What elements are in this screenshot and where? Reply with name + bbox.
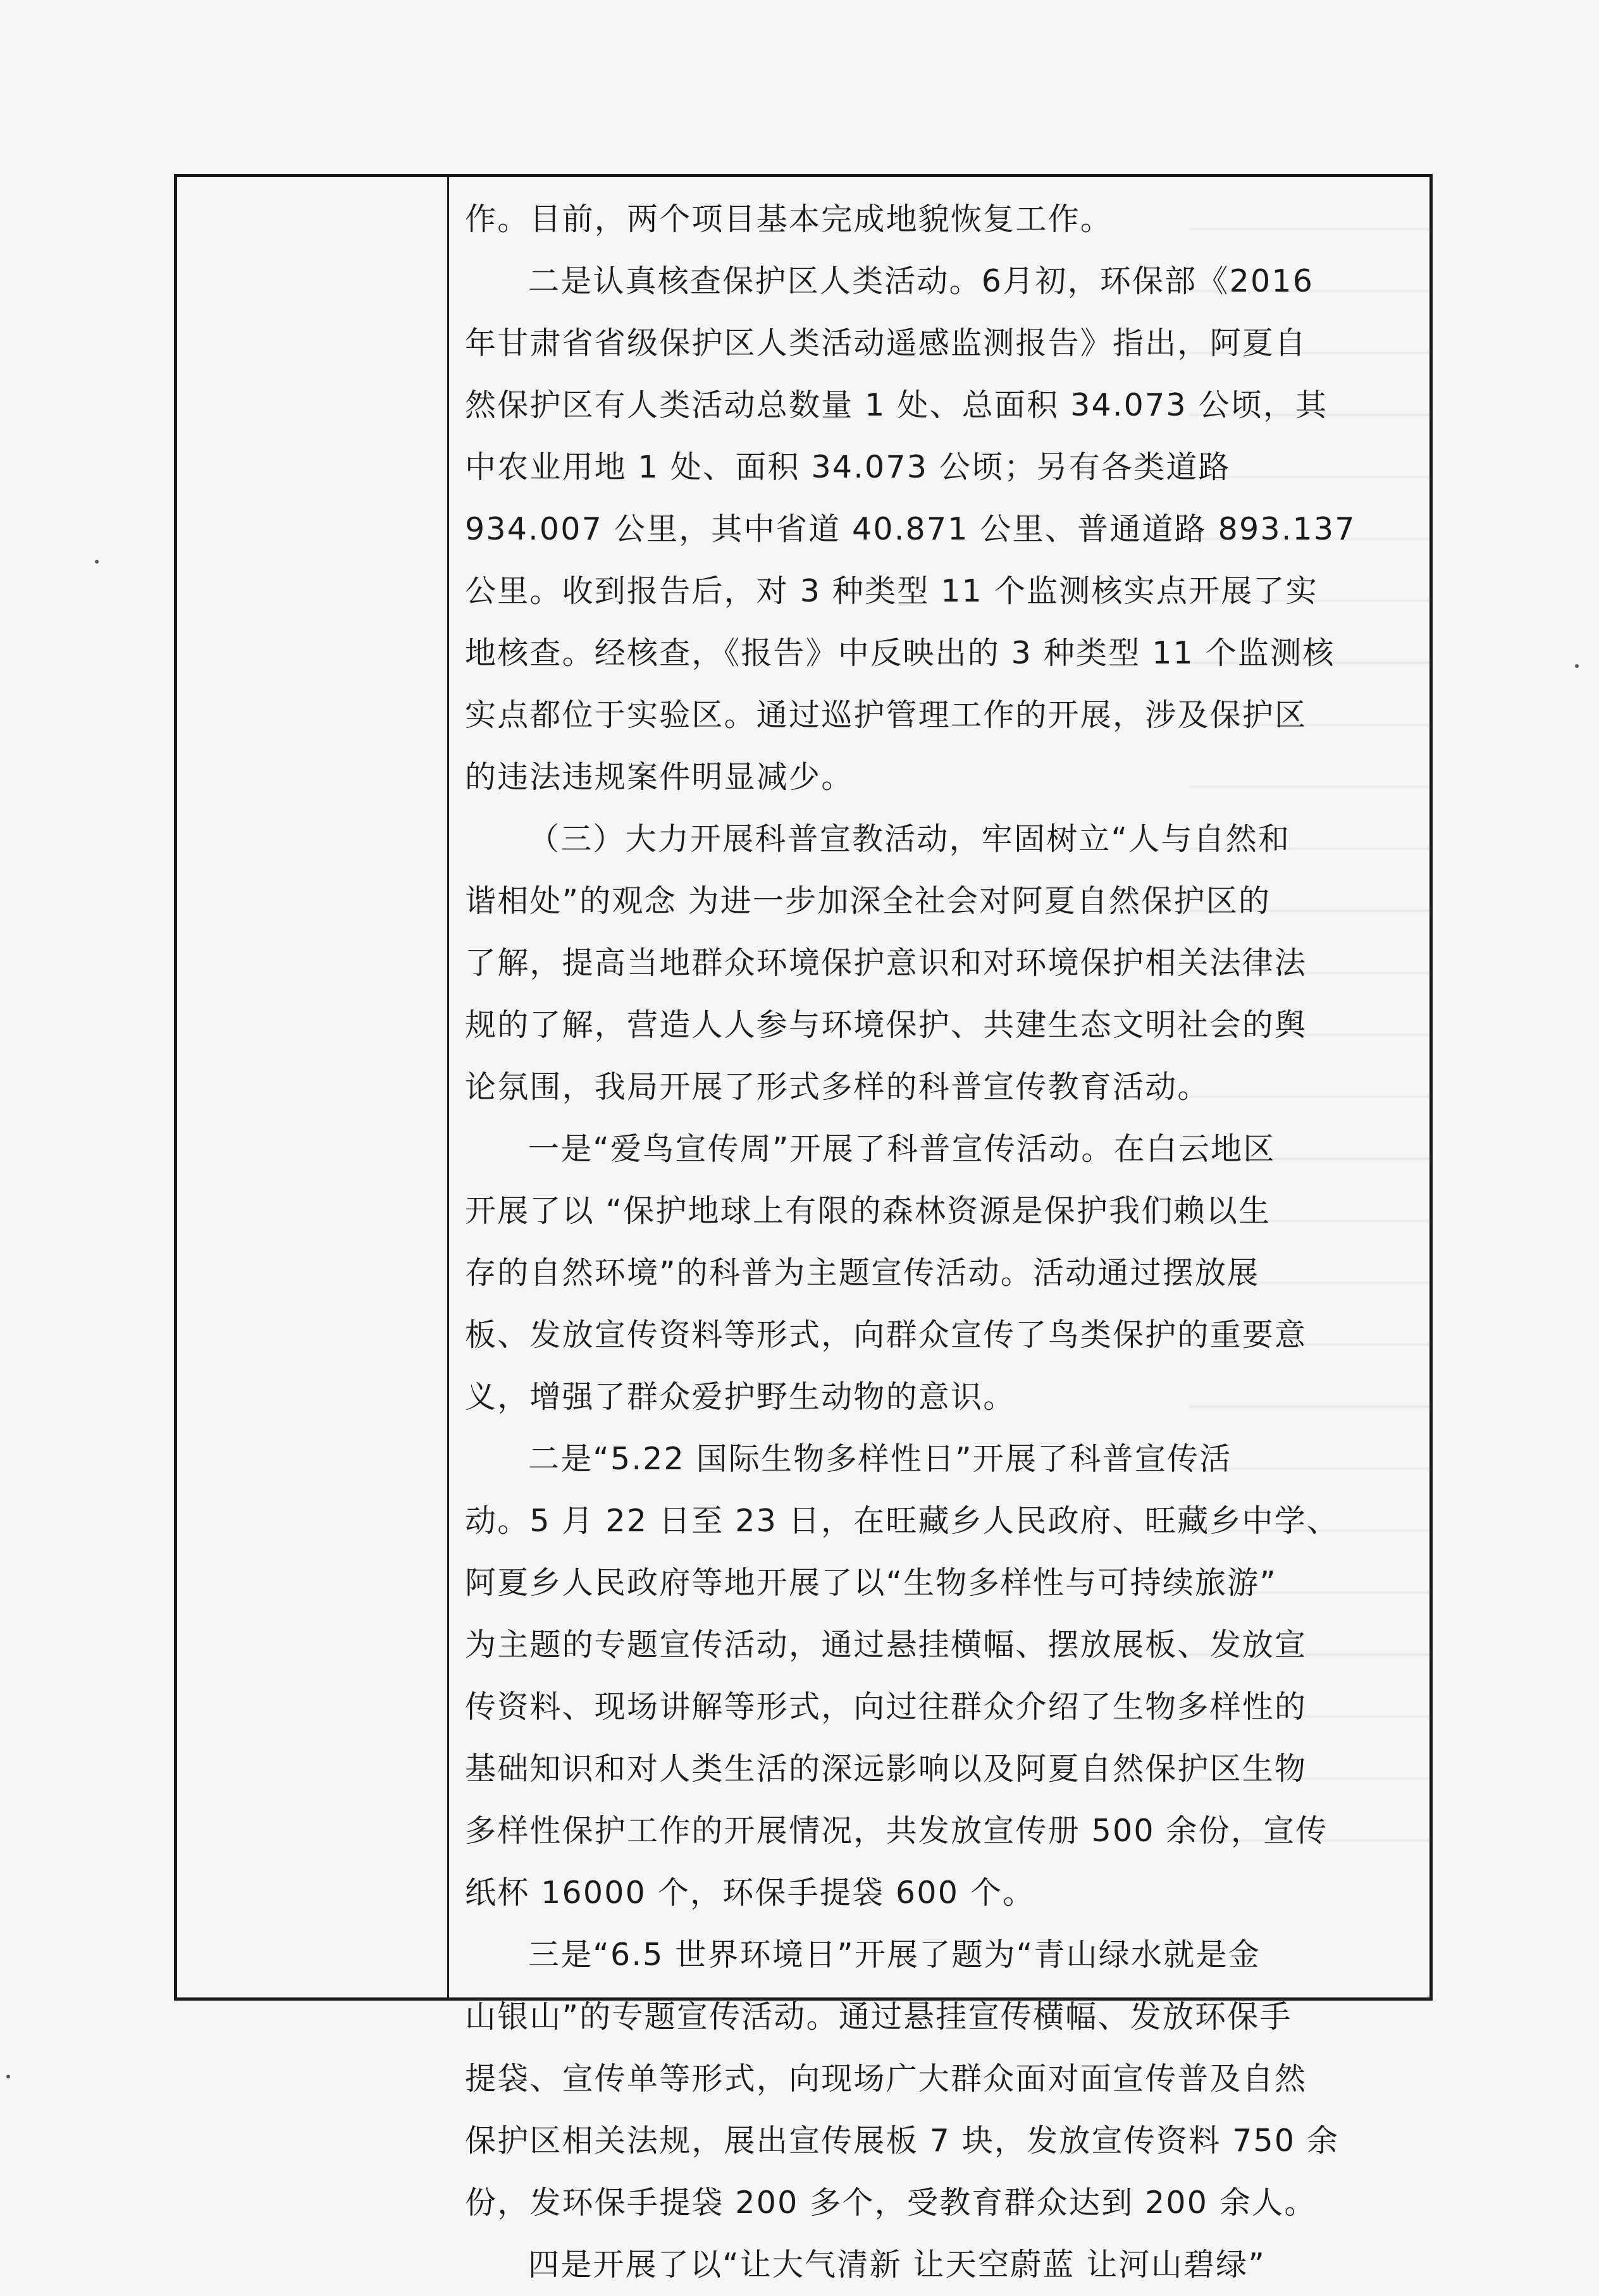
- form-table: [174, 174, 1433, 2283]
- table-content-column: [451, 177, 1429, 2283]
- paragraph-line: 然保护区有人类活动总数量 1 处、总面积 34.073 公顷，其: [465, 387, 1328, 423]
- paragraph-line: 地核查。经核查，《报告》中反映出的 3 种类型 11 个监测核: [465, 635, 1335, 671]
- paragraph-line: 开展了以 “保护地球上有限的森林资源是保护我们赖以生: [465, 1193, 1271, 1229]
- paragraph-line: 作。目前，两个项目基本完成地貌恢复工作。: [465, 201, 1113, 237]
- paragraph-line: 多样性保护工作的开展情况，共发放宣传册 500 余份，宣传: [465, 1813, 1328, 1849]
- paragraph-line: 二是认真核查保护区人类活动。6月初，环保部《2016: [528, 263, 1314, 299]
- paragraph-line: 阿夏乡人民政府等地开展了以“生物多样性与可持续旅游”: [465, 1565, 1277, 1601]
- scan-speck: [1575, 664, 1579, 668]
- paragraph-line: 中农业用地 1 处、面积 34.073 公顷；另有各类道路: [465, 449, 1231, 485]
- scan-speck: [6, 2075, 10, 2078]
- paragraph-line: 了解，提高当地群众环境保护意识和对环境保护相关法律法: [465, 945, 1307, 981]
- paragraph-line: （三）大力开展科普宣教活动，牢固树立“人与自然和: [528, 821, 1291, 857]
- paragraph-line: 提袋、宣传单等形式，向现场广大群众面对面宣传普及自然: [465, 2061, 1307, 2097]
- paragraph-line: 份，发环保手提袋 200 多个，受教育群众达到 200 余人。: [465, 2185, 1317, 2221]
- paragraph-line: 年甘肃省省级保护区人类活动遥感监测报告》指出，阿夏自: [465, 325, 1307, 361]
- paragraph-line: 传资料、现场讲解等形式，向过往群众介绍了生物多样性的: [465, 1689, 1307, 1725]
- paragraph-line: 二是“5.22 国际生物多样性日”开展了科普宣传活: [528, 1441, 1232, 1477]
- paragraph-line: 动。5 月 22 日至 23 日，在旺藏乡人民政府、旺藏乡中学、: [465, 1503, 1340, 1539]
- paragraph-line: 谐相处”的观念 为进一步加深全社会对阿夏自然保护区的: [465, 883, 1271, 919]
- paragraph-line: 山银山”的专题宣传活动。通过悬挂宣传横幅、发放环保手: [465, 1999, 1292, 2035]
- paragraph-line: 存的自然环境”的科普为主题宣传活动。活动通过摆放展: [465, 1255, 1260, 1291]
- paragraph-line: 的违法违规案件明显减少。: [465, 759, 854, 795]
- paragraph-line: 基础知识和对人类生活的深远影响以及阿夏自然保护区生物: [465, 1751, 1307, 1787]
- paragraph-line: 义，增强了群众爱护野生动物的意识。: [465, 1379, 1016, 1415]
- paragraph-line: 三是“6.5 世界环境日”开展了题为“青山绿水就是金: [528, 1937, 1261, 1973]
- paragraph-line: 板、发放宣传资料等形式，向群众宣传了鸟类保护的重要意: [465, 1317, 1307, 1353]
- paragraph-line: 四是开展了以“让大气清新 让天空蔚蓝 让河山碧绿”: [528, 2247, 1266, 2283]
- paragraph-line: 公里。收到报告后，对 3 种类型 11 个监测核实点开展了实: [465, 573, 1318, 609]
- scan-speck: [95, 560, 99, 564]
- paragraph-line: 934.007 公里，其中省道 40.871 公里、普通道路 893.137: [465, 511, 1356, 547]
- paragraph-line: 为主题的专题宣传活动，通过悬挂横幅、摆放展板、发放宣: [465, 1627, 1307, 1663]
- paragraph-line: 规的了解，营造人人参与环境保护、共建生态文明社会的舆: [465, 1007, 1307, 1043]
- paragraph-line: 保护区相关法规，展出宣传展板 7 块，发放宣传资料 750 余: [465, 2123, 1340, 2159]
- paragraph-line: 实点都位于实验区。通过巡护管理工作的开展，涉及保护区: [465, 697, 1307, 733]
- paragraph-line: 纸杯 16000 个，环保手提袋 600 个。: [465, 1875, 1035, 1911]
- paragraph-line: 论氛围，我局开展了形式多样的科普宣传教育活动。: [465, 1069, 1210, 1105]
- paragraph-line: 一是“爱鸟宣传周”开展了科普宣传活动。在白云地区: [528, 1131, 1276, 1167]
- table-label-column: [177, 177, 449, 1997]
